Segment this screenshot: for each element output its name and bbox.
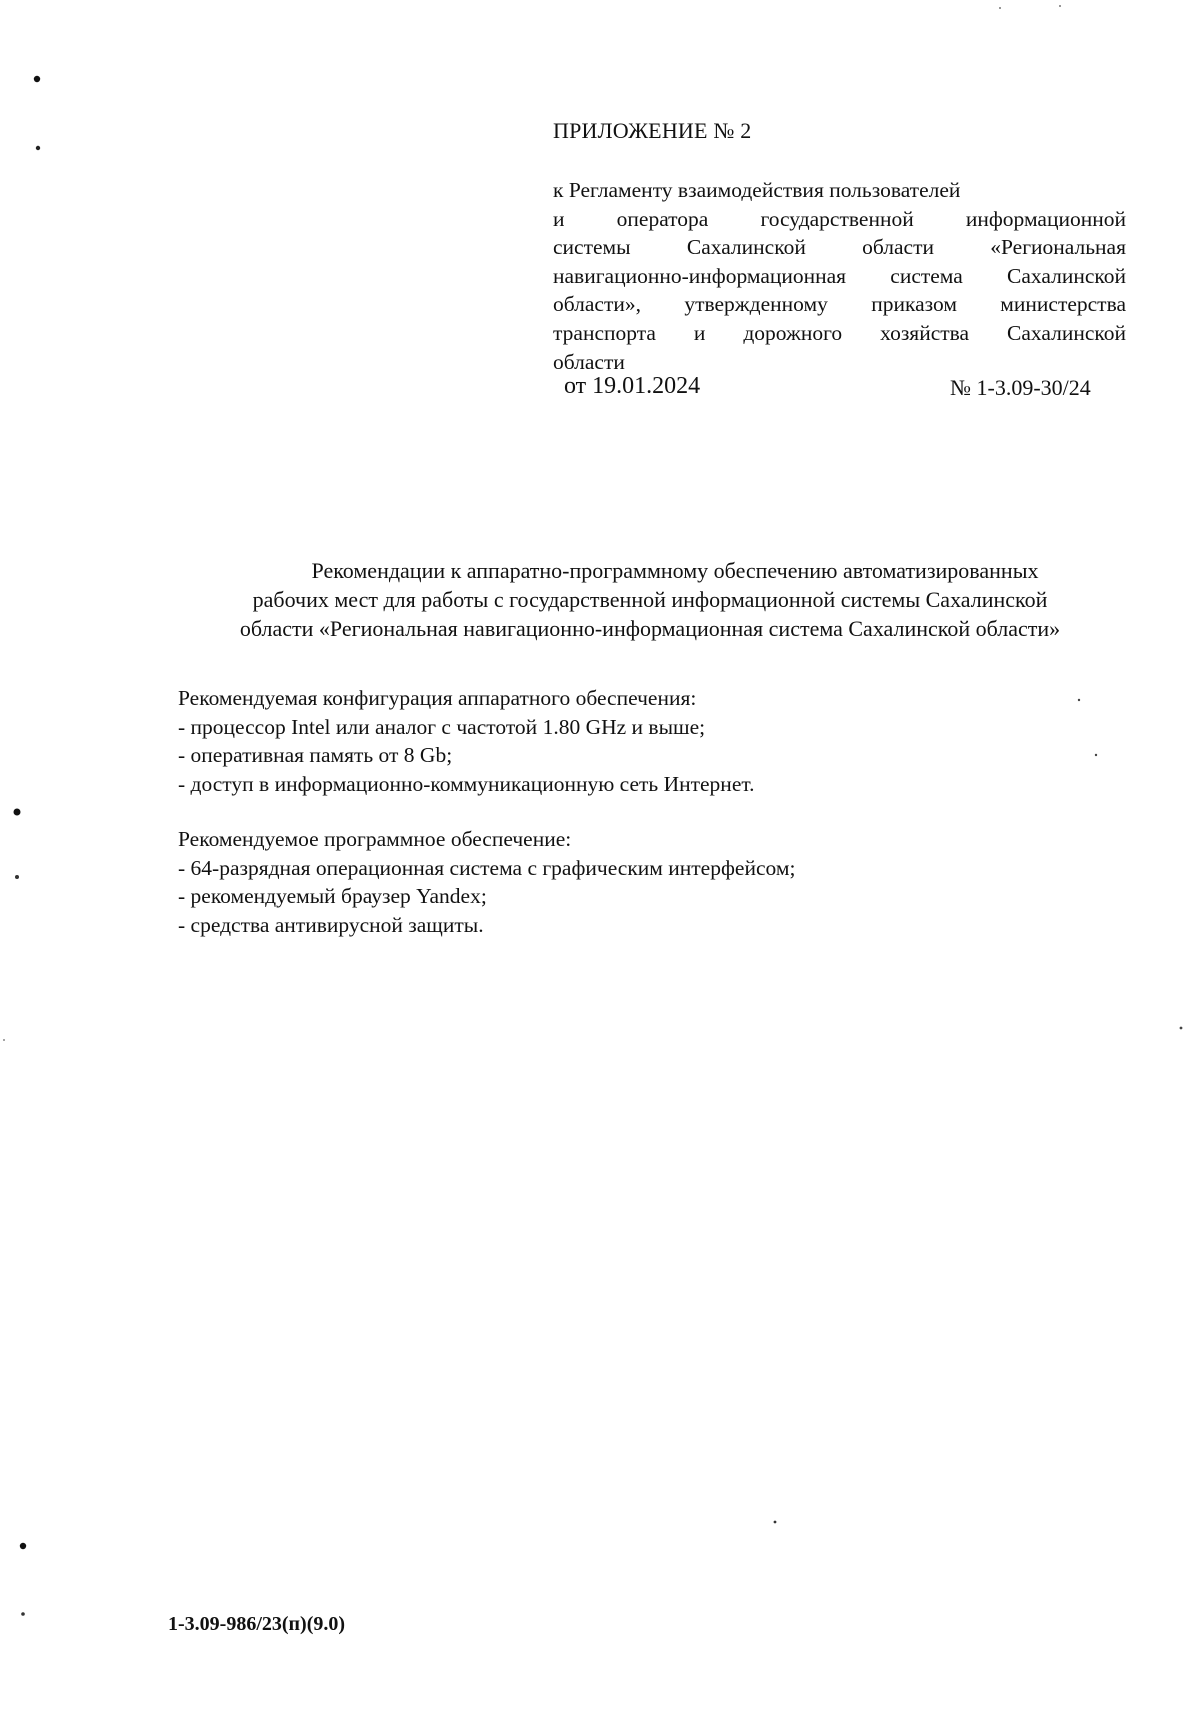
annex-date: от 19.01.2024 — [564, 373, 701, 399]
heading-line: области «Региональная навигационно-информационная система Сахалинской области» — [239, 616, 1061, 641]
software-section — [178, 825, 795, 939]
hardware-section — [178, 684, 755, 798]
annex-reference-line: навигационно-информационная система Сахалинской — [553, 263, 1126, 288]
software-section-title: Рекомендуемое программное обеспечение: — [178, 827, 572, 851]
annex-number: № 1-3.09-30/24 — [950, 375, 1091, 400]
annex-reference-line: области», утвержденному приказом министерства — [553, 292, 1126, 317]
annex-reference — [553, 176, 1126, 376]
annex-title: ПРИЛОЖЕНИЕ № 2 — [553, 118, 752, 143]
annex-reference-line: системы Сахалинской области «Региональная — [553, 235, 1126, 260]
document-code: 1-3.09-986/23(п)(9.0) — [168, 1613, 346, 1635]
hardware-item: - оперативная память от 8 Gb; — [178, 743, 453, 767]
software-item: - рекомендуемый браузер Yandex; — [178, 884, 487, 908]
heading-line: рабочих мест для работы с государственной информационной системы Сахалинской — [252, 587, 1048, 612]
hardware-section-title: Рекомендуемая конфигурация аппаратного обеспечения: — [178, 686, 697, 710]
annex-reference-line: транспорта и дорожного хозяйства Сахалинской — [553, 320, 1126, 345]
heading-line: Рекомендации к аппаратно-программному обеспечению автоматизированных — [311, 558, 1039, 583]
hardware-item: - доступ в информационно-коммуникационную сеть Интернет. — [178, 771, 755, 796]
annex-reference-line: области — [553, 349, 625, 374]
annex-reference-line: к Регламенту взаимодействия пользователей — [553, 178, 961, 202]
hardware-item: - процессор Intel или аналог с частотой 1.80 GHz и выше; — [178, 714, 706, 739]
document-heading — [180, 556, 1120, 643]
annex-reference-line: и оператора государственной информационной — [553, 206, 1126, 231]
software-item: - 64-разрядная операционная система с графическим интерфейсом; — [178, 855, 796, 880]
software-item: - средства антивирусной защиты. — [178, 912, 484, 937]
